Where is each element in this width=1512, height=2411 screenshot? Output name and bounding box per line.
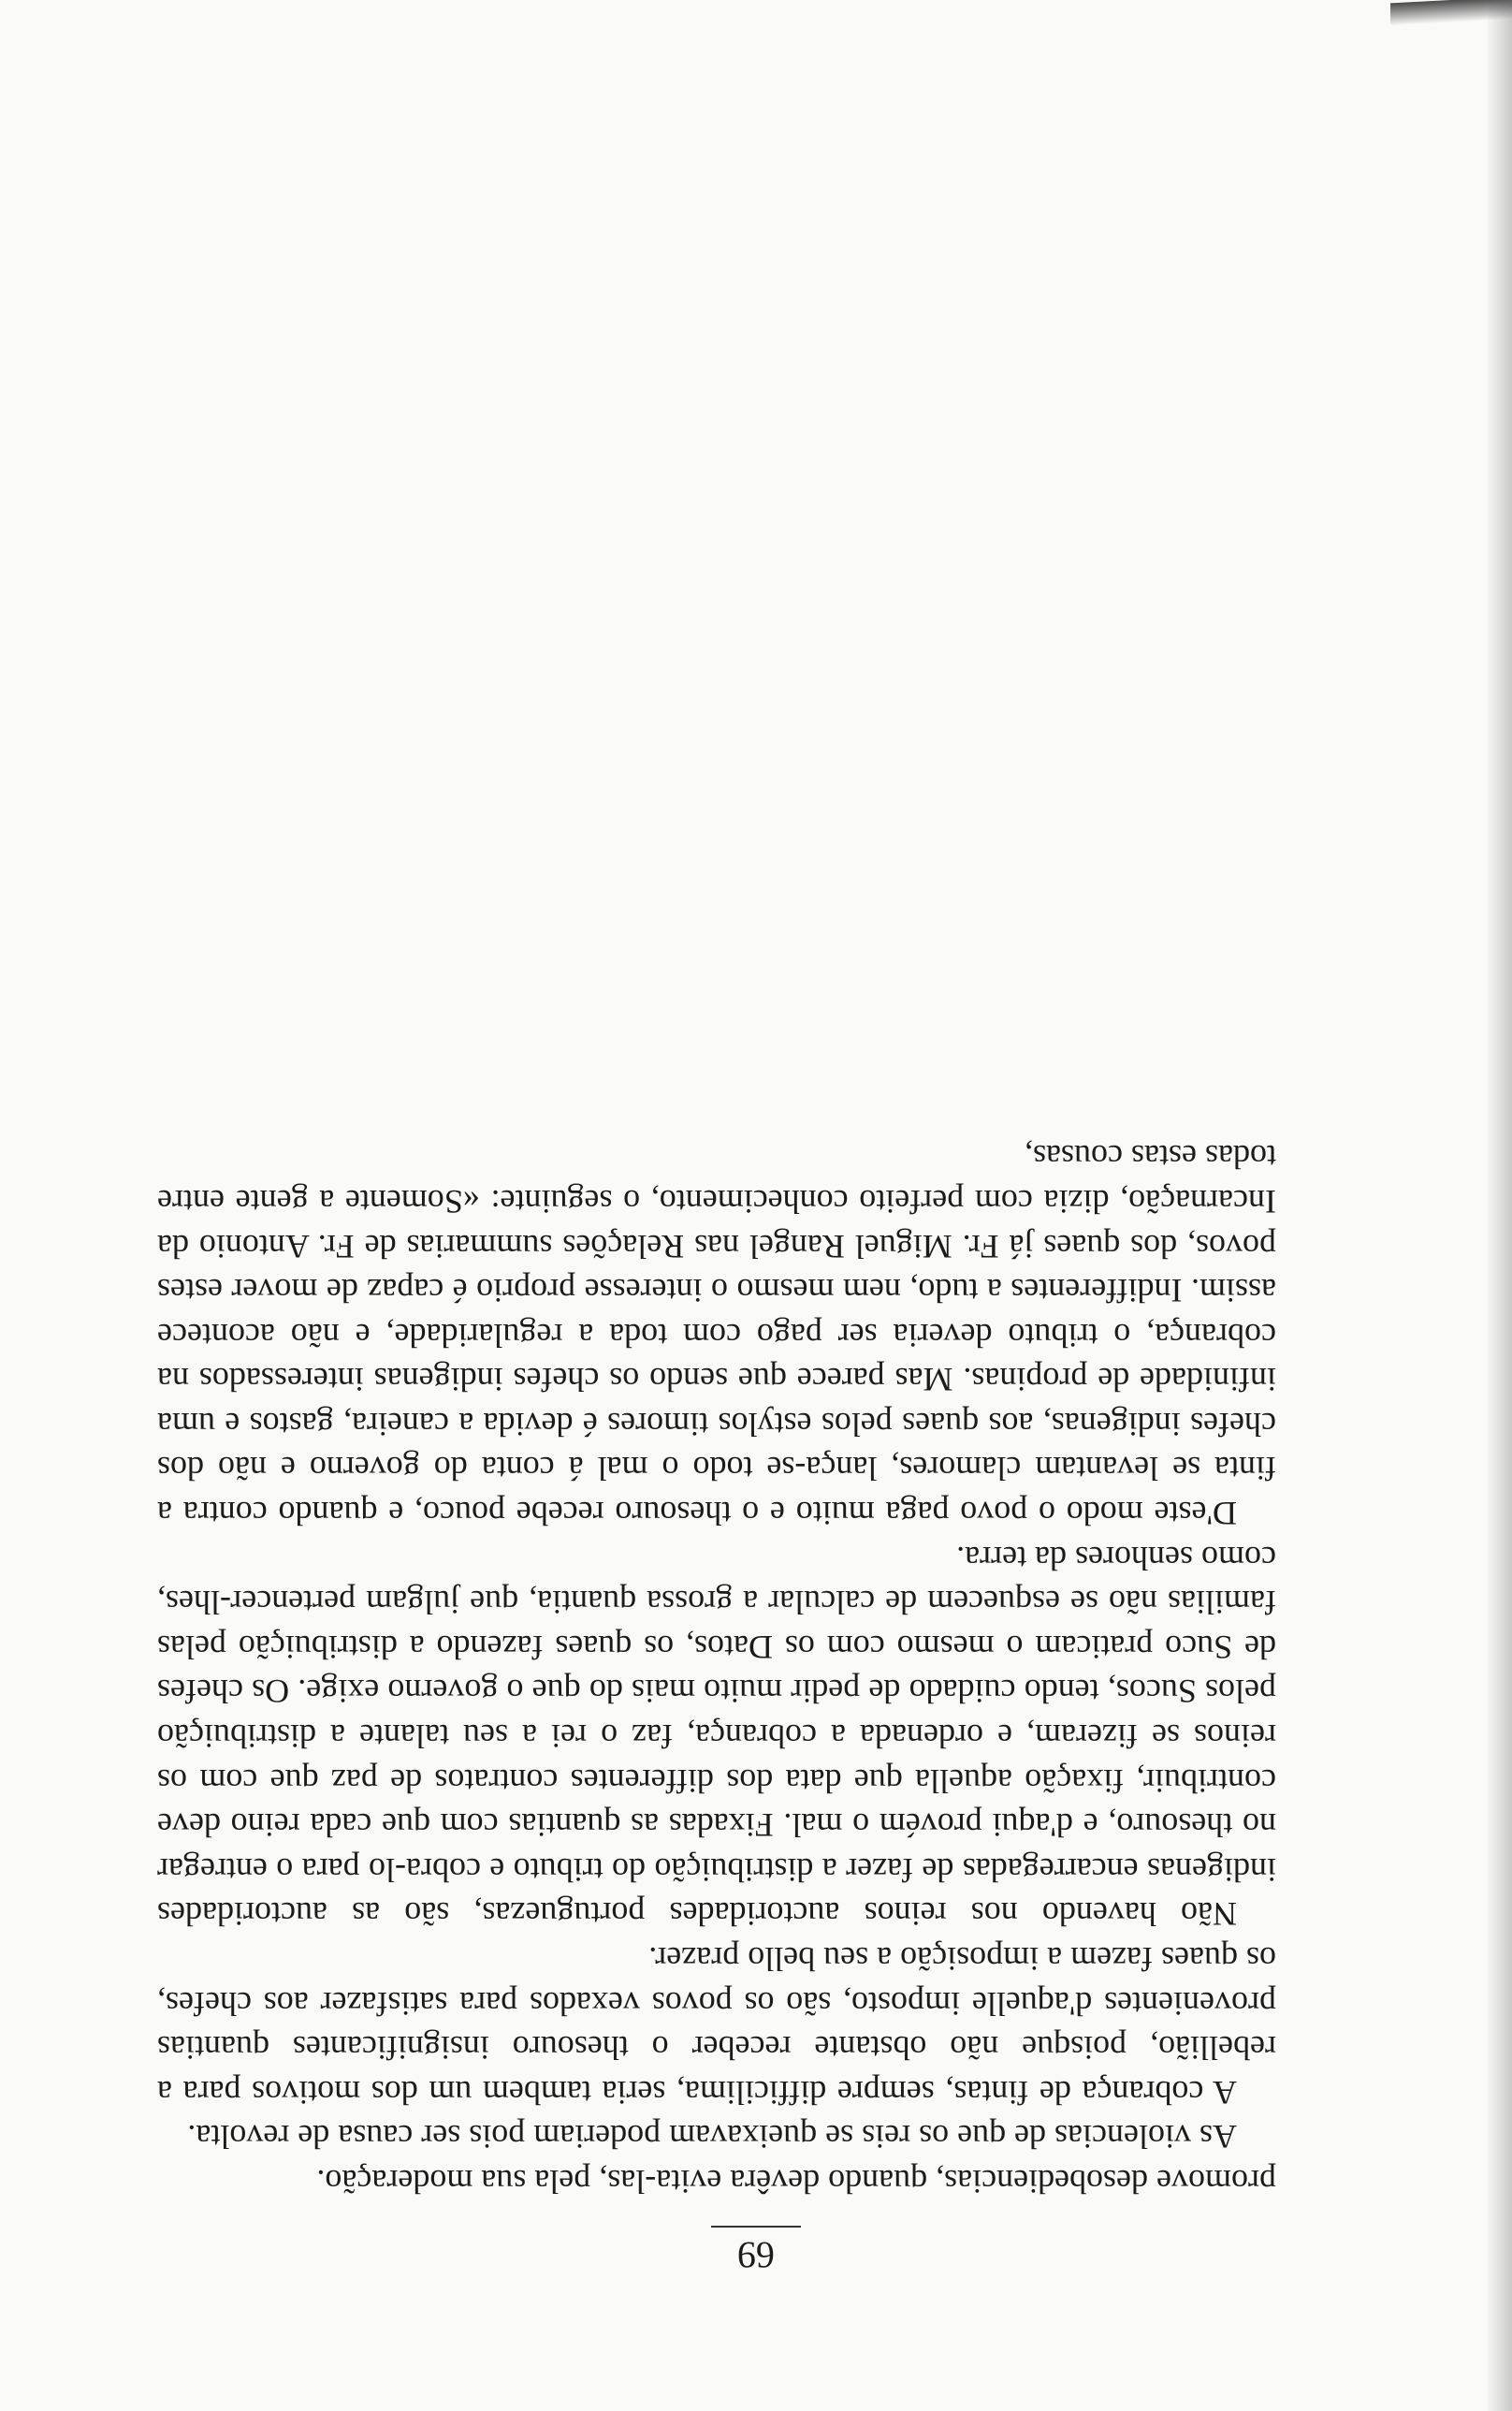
paragraph: A cobrança de fintas, sempre difficilima, seria tambem um dos motivos para a rebellião, poisque não obstante receber o thesouro insignificantes quantias provenientes d'aquelle imposto, são os povos vexados para satisfazer aos chefes, os quaes fazem a imposição a seu bello prazer. bbox=[157, 1940, 1276, 2111]
page-number-rule bbox=[711, 2226, 801, 2228]
paragraph: promove desobediencias, quando devêra evita-las, pela sua moderação. bbox=[316, 2163, 1276, 2200]
paragraph: As violencias de que os reis se queixavam poderiam pois ser causa de revolta. bbox=[187, 2118, 1237, 2156]
page-number: 69 bbox=[737, 2234, 775, 2276]
paragraph: D'este modo o povo paga muito e o thesouro recebe pouco, e quando contra a finta se levantam clamores, lança-se todo o mal á conta do governo e não dos chefes indigenas, aos quaes pelos estylos timores é devida a caneira, gastos e uma infinidade de propinas. Mas parece que sendo os chefes indigenas interessados na cobrança, o tributo deveria ser pago com toda a regularidade, e não acontece assim. Indifferentes a tudo, nem mesmo o interesse proprio é capaz de mover estes povos, dos quaes já Fr. Miguel Rangel nas Relações summarias de Fr. Antonio da Incarnação, dizia com perfeito conhecimento, o seguinte: «Somente a gente entre todas estas cousas, bbox=[157, 1138, 1276, 1533]
body-text bbox=[157, 1134, 1276, 2203]
paragraph: Não havendo nos reinos auctoridades portuguezas, são as auctoridades indigenas encarregadas de fazer a distribuição do tributo e cobra-lo para o entregar no thesouro, e d'aqui provém o mal. Fixadas as quantias com que cada reino deve contribuir, fixação aquella que data dos differentes contratos de paz que com os reinos se fizeram, e ordenada a cobrança, faz o rei a seu talante a distribuição pelos Sucos, tendo cuidado de pedir muito mais do que o governo exige. Os chefes de Suco praticam o mesmo com os Datos, os quaes fazendo a distribuição pelas familias não se esquecem de calcular a grossa quantia, que julgam pertencer-lhes, como senhores da terra. bbox=[157, 1539, 1276, 1934]
